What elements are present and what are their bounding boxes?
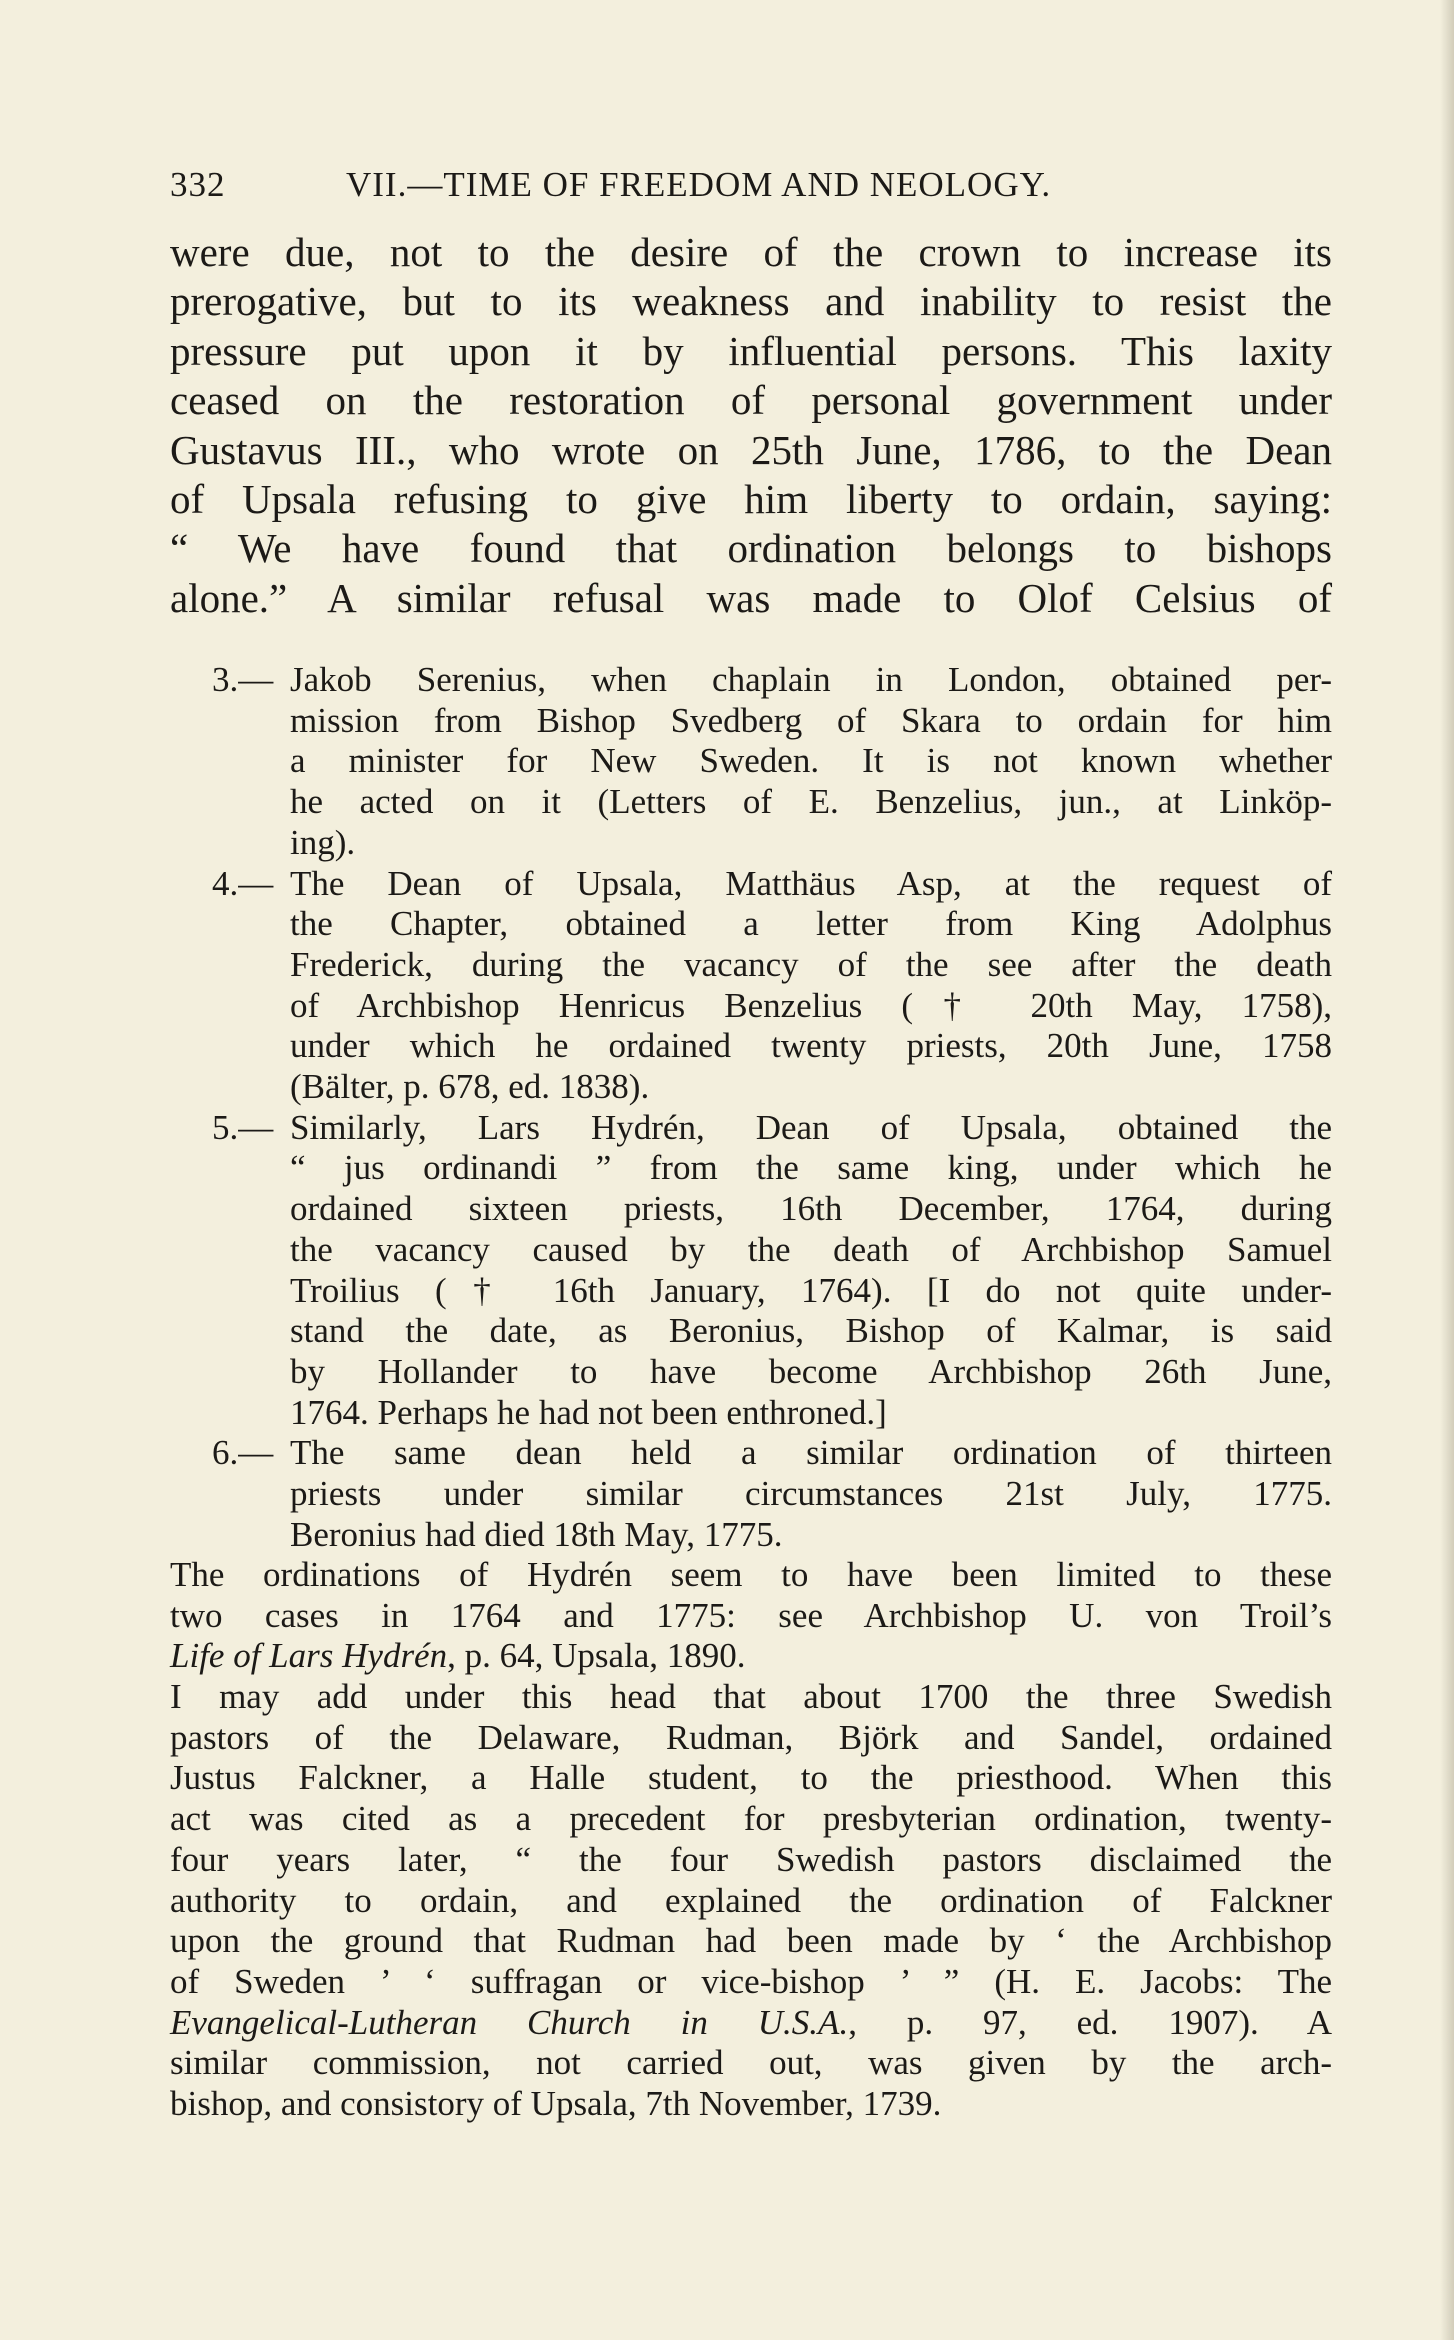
footnote-line: Similarly, Lars Hydrén, Dean of Upsala, obtained the	[290, 1107, 1332, 1147]
footnote-number: 4.—	[212, 863, 274, 903]
note-line: four years later, “ the four Swedish pastors disclaimed the	[170, 1839, 1332, 1879]
footnote-5	[212, 1108, 1332, 1434]
text-line: Gustavus III., who wrote on 25th June, 1786, to the Dean	[170, 426, 1332, 473]
note-paragraph-delaware	[170, 1677, 1332, 2125]
text-line: ceased on the restoration of personal government under	[170, 377, 1332, 424]
footnote-line: The Dean of Upsala, Matthäus Asp, at the request of	[290, 863, 1332, 903]
footnote-4	[212, 864, 1332, 1108]
book-title: Life of Lars Hydrén	[170, 1636, 448, 1676]
footnote-number: 5.—	[212, 1107, 274, 1147]
footnote-6	[212, 1433, 1332, 1555]
footnote-line: a minister for New Sweden. It is not known whether	[290, 741, 1332, 781]
note-line: pastors of the Delaware, Rudman, Björk and Sandel, ordained	[170, 1717, 1332, 1757]
footnote-line: of Archbishop Henricus Benzelius († 20th May, 1758),	[290, 985, 1332, 1025]
text-line: pressure put upon it by influential persons. This laxity	[170, 327, 1332, 374]
running-head	[170, 160, 1350, 210]
text-line: alone.” A similar refusal was made to Olof Celsius of	[170, 574, 1332, 621]
note-line: act was cited as a precedent for presbyterian ordination, twenty-	[170, 1799, 1332, 1839]
footnote-line: ing).	[290, 822, 356, 862]
note-line: authority to ordain, and explained the ordination of Falckner	[170, 1880, 1332, 1920]
text-line: “ We have found that ordination belongs to bishops	[170, 525, 1332, 572]
footnotes	[212, 660, 1332, 1555]
note-line: bishop, and consistory of Upsala, 7th November, 1739.	[170, 2084, 942, 2124]
footnote-line: ordained sixteen priests, 16th December, 1764, during	[290, 1189, 1332, 1229]
footnote-line: Beronius had died 18th May, 1775.	[290, 1514, 783, 1554]
book-title: Evangelical-Lutheran Church in U.S.A.	[170, 2002, 849, 2042]
note-line	[170, 1636, 1332, 1677]
text-line: were due, not to the desire of the crown to increase its	[170, 229, 1332, 275]
footnote-line: stand the date, as Beronius, Bishop of Kalmar, is said	[290, 1311, 1332, 1351]
text-line: of Upsala refusing to give him liberty to ordain, saying:	[170, 476, 1332, 523]
footnote-line: Troilius († 16th January, 1764). [I do not quite under-	[290, 1270, 1332, 1310]
footnote-line: “ jus ordinandi ” from the same king, under which he	[290, 1148, 1332, 1188]
footnote-line: by Hollander to have become Archbishop 26th June,	[290, 1351, 1332, 1391]
note-line: similar commission, not carried out, was given by the arch-	[170, 2043, 1332, 2083]
footnote-line: under which he ordained twenty priests, 20th June, 1758	[290, 1026, 1332, 1066]
note-paragraph-ordinations	[170, 1555, 1332, 1677]
footnote-line: he acted on it (Letters of E. Benzelius, jun., at Linköp-	[290, 782, 1332, 822]
footnote-line: (Bälter, p. 678, ed. 1838).	[290, 1067, 650, 1107]
page-number: 332	[170, 165, 226, 204]
chapter-title: VII.—TIME OF FREEDOM AND NEOLOGY.	[346, 165, 1052, 204]
note-line: two cases in 1764 and 1775: see Archbishop U. von Troil’s	[170, 1595, 1332, 1635]
note-line: of Sweden ’ ‘ suffragan or vice-bishop ’ ” (H. E. Jacobs: The	[170, 1961, 1332, 2001]
citation: , p. 97, ed. 1907). A	[848, 2002, 1332, 2042]
citation: , p. 64, Upsala, 1890.	[447, 1636, 746, 1676]
text-line: prerogative, but to its weakness and inability to resist the	[170, 278, 1332, 325]
footnote-line: Frederick, during the vacancy of the see after the death	[290, 944, 1332, 984]
footnote-line: mission from Bishop Svedberg of Skara to ordain for him	[290, 700, 1332, 740]
footnote-number: 6.—	[212, 1433, 274, 1473]
footnote-line: The same dean held a similar ordination of thirteen	[290, 1433, 1332, 1473]
note-line: Justus Falckner, a Halle student, to the priesthood. When this	[170, 1758, 1332, 1798]
footnote-line: priests under similar circumstances 21st July, 1775.	[290, 1474, 1332, 1514]
footnote-line: the vacancy caused by the death of Archbishop Samuel	[290, 1229, 1332, 1269]
note-line: upon the ground that Rudman had been made by ‘ the Archbishop	[170, 1921, 1332, 1961]
footnote-number: 3.—	[212, 660, 274, 699]
footnote-line: 1764. Perhaps he had not been enthroned.]	[290, 1392, 887, 1432]
main-paragraph	[170, 228, 1332, 623]
footnote-3	[212, 660, 1332, 864]
footnote-line: Jakob Serenius, when chaplain in London, obtained per-	[290, 660, 1332, 699]
footnote-line: the Chapter, obtained a letter from King Adolphus	[290, 904, 1332, 944]
page-edge-shadow	[1440, 0, 1454, 2340]
note-line: The ordinations of Hydrén seem to have been limited to these	[170, 1555, 1332, 1594]
note-line: I may add under this head that about 1700 the three Swedish	[170, 1677, 1332, 1716]
note-line	[170, 2003, 1332, 2044]
